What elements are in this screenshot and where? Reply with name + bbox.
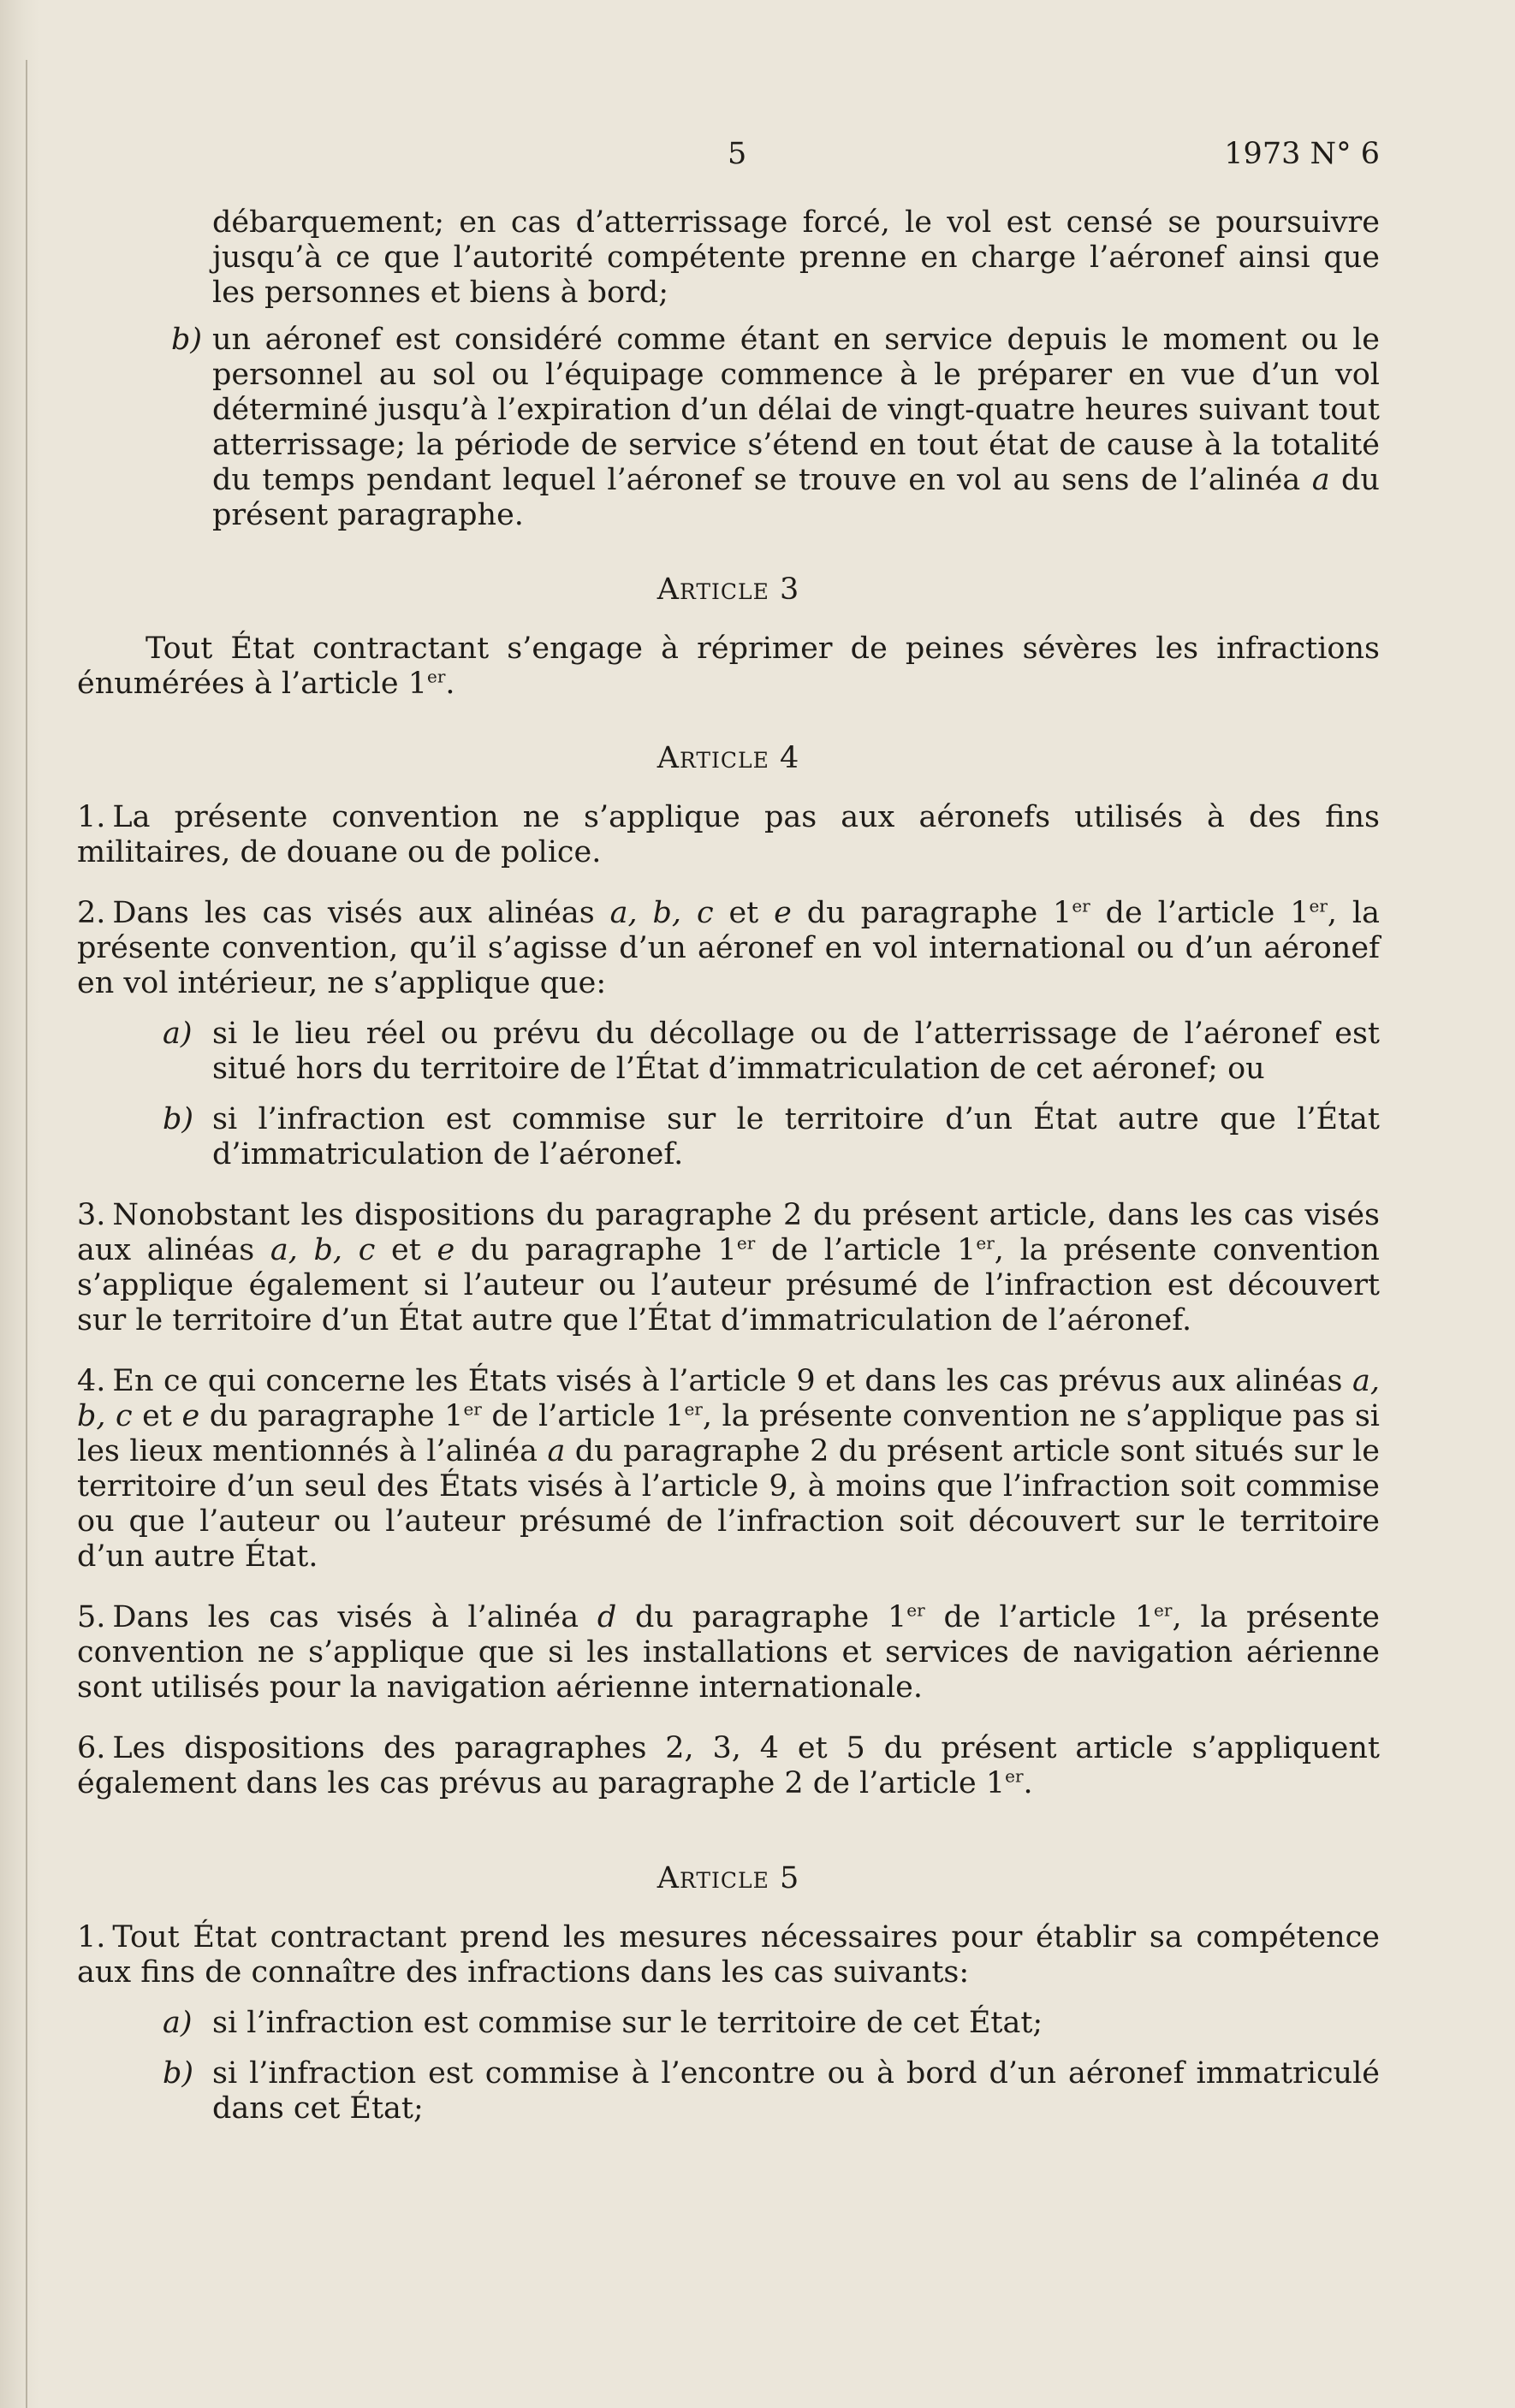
list-item-text: un aéronef est considéré comme étant en service depuis le moment ou le personnel au sol ou l’équipage commence à le préparer en vue d’un vol déterminé jusqu’à l’expiration d’un délai de vingt-quatre heures suivant tout atterrissage; la période de service s’étend en tout état de cause à la totalité du temps pendant lequel l’aéronef se trouve en vol au sens de l’alinéa a du présent paragraphe. <box>212 323 1380 532</box>
list-marker: a) <box>163 1017 193 1051</box>
article-5-item-b <box>77 2056 1380 2126</box>
list-item-text: si le lieu réel ou prévu du décollage ou de l’atterrissage de l’aéronef est situé hors du territoire de l’État d’immatriculation de cet aéronef; ou <box>212 1017 1380 1086</box>
list-item-b-service <box>77 323 1380 533</box>
list-item-text: si l’infraction est commise sur le territoire de cet État; <box>212 2006 1043 2040</box>
article-4-paragraph-3: 3. Nonobstant les dispositions du paragraphe 2 du présent article, dans les cas visés aux alinéas a, b, c et e du paragraphe 1er de l’article 1er, la présente convention s’applique également si l’auteur ou l’auteur présumé de l’infraction est découvert sur le territoire d’un État autre que l’État d’immatriculation de l’aéronef. <box>77 1198 1380 1337</box>
issue-reference: 1973 N° 6 <box>1224 137 1380 171</box>
article-5-item-a <box>77 2006 1380 2041</box>
article-4-item-a <box>77 1017 1380 1087</box>
article-4-paragraph-5: 5. Dans les cas visés à l’alinéa d du paragraphe 1er de l’article 1er, la présente convention ne s’applique que si les installations et services de navigation aérienne sont utilisés pour la navigation aérienne internationale. <box>77 1599 1380 1705</box>
article-5-paragraph-1: 1. Tout État contractant prend les mesures nécessaires pour établir sa compétence aux fins de connaître des infractions dans les cas suivants: <box>77 1920 1380 1990</box>
list-item-text: si l’infraction est commise sur le territoire d’un État autre que l’État d’immatriculation de l’aéronef. <box>212 1102 1380 1171</box>
article-4-paragraph-4: 4. En ce qui concerne les États visés à l’article 9 et dans les cas prévus aux alinéas a, b, c et e du paragraphe 1er de l’article 1er, la présente convention ne s’applique pas si les lieux mentionnés à l’alinéa a du paragraphe 2 du présent article sont situés sur le territoire d’un seul des États visés à l’article 9, à moins que l’infraction soit commise ou que l’auteur ou l’auteur présumé de l’infraction soit découvert sur le territoire d’un autre État. <box>77 1364 1380 1574</box>
article-3-heading: Article 3 <box>656 572 800 607</box>
page-header <box>77 137 1380 175</box>
article-4-paragraph-2: 2. Dans les cas visés aux alinéas a, b, c et e du paragraphe 1er de l’article 1er, la présente convention, qu’il s’agisse d’un aéronef en vol international ou d’un aéronef en vol intérieur, ne s’applique que: <box>77 895 1380 1000</box>
document-body <box>77 205 1380 2126</box>
article-4-paragraph-1: 1. La présente convention ne s’applique pas aux aéronefs utilisés à des fins militaires, de douane ou de police. <box>77 800 1380 869</box>
article-5-heading: Article 5 <box>656 1861 800 1895</box>
list-item-text: si l’infraction est commise à l’encontre ou à bord d’un aéronef immatriculé dans cet État; <box>212 2056 1380 2126</box>
list-marker: b) <box>171 323 203 357</box>
binding-gutter <box>0 0 39 2408</box>
continuation-paragraph: débarquement; en cas d’atterrissage forcé, le vol est censé se poursuivre jusqu’à ce que l’autorité compétente prenne en charge l’aéronef ainsi que les personnes et biens à bord; <box>212 205 1380 310</box>
article-3-paragraph: Tout État contractant s’engage à réprimer de peines sévères les infractions énumérées à l’article 1er. <box>77 632 1380 701</box>
list-marker: b) <box>163 1102 194 1136</box>
page-number: 5 <box>728 137 747 171</box>
binding-edge-line <box>26 60 27 2408</box>
article-4-heading: Article 4 <box>656 741 800 775</box>
list-marker: a) <box>163 2006 193 2040</box>
article-4-paragraph-6: 6. Les dispositions des paragraphes 2, 3, 4 et 5 du présent article s’appliquent également dans les cas prévus au paragraphe 2 de l’article 1er. <box>77 1731 1380 1800</box>
list-marker: b) <box>163 2056 194 2091</box>
article-4-item-b <box>77 1102 1380 1172</box>
